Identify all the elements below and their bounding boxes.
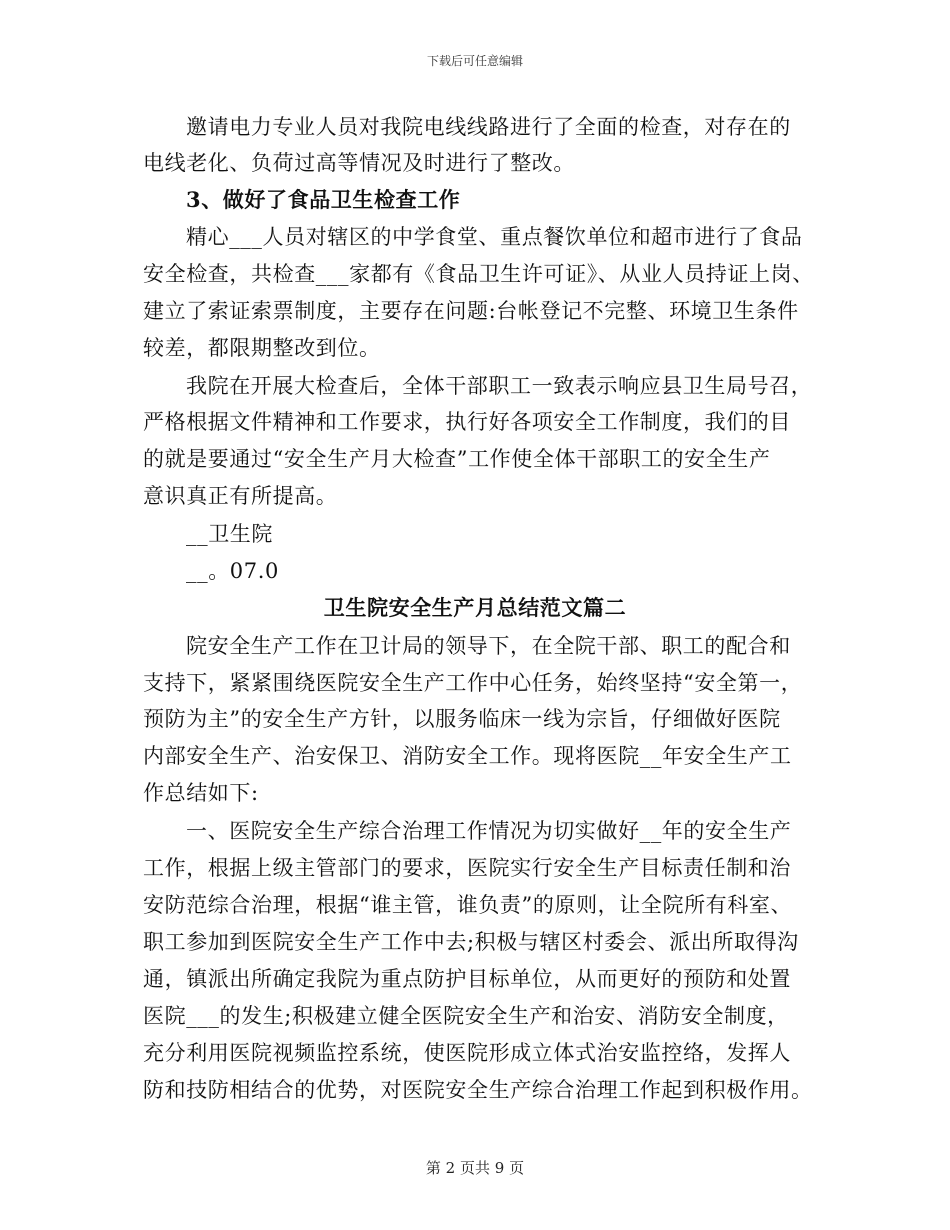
body-line: 院安全生产工作在卫计局的领导下，在全院干部、职工的配合和 bbox=[186, 634, 791, 658]
body-line: 意识真正有所提高。 bbox=[143, 484, 338, 508]
body-line: 作总结如下: bbox=[143, 781, 259, 805]
section-heading: 3、做好了食品卫生检查工作 bbox=[186, 187, 461, 212]
body-line: 防和技防相结合的优势，对医院安全生产综合治理工作起到积极作用。 bbox=[143, 1078, 813, 1102]
body-line: 精心___人员对辖区的中学食堂、重点餐饮单位和超市进行了食品 bbox=[186, 225, 803, 249]
signature-date: __。07.0 bbox=[186, 559, 279, 583]
body-line: 的就是要通过“安全生产月大检查”工作使全体干部职工的安全生产 bbox=[143, 447, 771, 471]
body-line: 安防范综合治理，根据“谁主管，谁负责”的原则，让全院所有科室、 bbox=[143, 893, 793, 917]
body-line: 电线老化、负荷过高等情况及时进行了整改。 bbox=[143, 151, 575, 175]
body-line: 职工参加到医院安全生产工作中去;积极与辖区村委会、派出所取得沟 bbox=[143, 930, 799, 954]
page-footer: 第 2 页共 9 页 bbox=[425, 1159, 525, 1177]
page-header: 下载后可任意编辑 bbox=[426, 54, 523, 68]
body-line: 邀请电力专业人员对我院电线线路进行了全面的检查，对存在的 bbox=[186, 115, 791, 139]
body-line: 我院在开展大检查后，全体干部职工一致表示响应县卫生局号召， bbox=[186, 374, 813, 398]
body-line: 通，镇派出所确定我院为重点防护目标单位，从而更好的预防和处置 bbox=[143, 967, 791, 991]
body-line: 安全检查，共检查___家都有《食品卫生许可证》、从业人员持证上岗、 bbox=[143, 262, 814, 286]
body-line: 预防为主”的安全生产方针，以服务临床一线为宗旨，仔细做好医院 bbox=[143, 707, 781, 731]
body-line: 建立了索证索票制度，主要存在问题:台帐登记不完整、环境卫生条件 bbox=[143, 299, 799, 323]
body-line: 工作，根据上级主管部门的要求，医院实行安全生产目标责任制和治 bbox=[143, 856, 791, 880]
body-line: 医院___的发生;积极建立健全医院安全生产和治安、消防安全制度， bbox=[143, 1004, 789, 1028]
body-line: 支持下，紧紧围绕医院安全生产工作中心任务，始终坚持“安全第一， bbox=[143, 671, 803, 695]
body-line: 严格根据文件精神和工作要求，执行好各项安全工作制度，我们的目 bbox=[143, 410, 791, 434]
body-line: 较差，都限期整改到位。 bbox=[143, 336, 381, 360]
body-line: 充分利用医院视频监控系统，使医院形成立体式治安监控络，发挥人 bbox=[143, 1041, 791, 1065]
body-line: 内部安全生产、治安保卫、消防安全工作。现将医院__年安全生产工 bbox=[143, 744, 792, 768]
article-title: 卫生院安全生产月总结范文篇二 bbox=[323, 595, 627, 620]
signature-unit: __卫生院 bbox=[186, 522, 273, 546]
body-line: 一、医院安全生产综合治理工作情况为切实做好__年的安全生产 bbox=[186, 819, 792, 843]
